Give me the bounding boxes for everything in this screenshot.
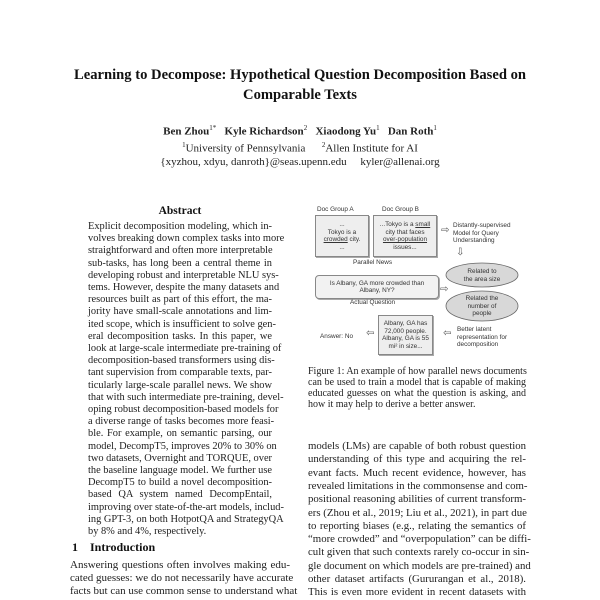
text-line: Explicit decomposition modeling, which in- — [88, 221, 272, 232]
text-line: by 8% and 4%, respectively. — [88, 526, 207, 537]
text-line: tant supervision from comparable texts, par- — [88, 367, 272, 379]
down-arrow-icon: ⇩ — [456, 247, 465, 258]
text-line: “more crowded” and “overpopulation” can be diffi- — [308, 533, 531, 546]
cloud-2-text: Related the number of people — [465, 295, 499, 317]
text-line: facts but can use common sense to understand what — [70, 585, 298, 598]
text-line: ticularly large-scale parallel news. We show — [88, 379, 272, 391]
text-line: ble. For example, on semantic parsing, our — [88, 428, 272, 440]
text-line: sub-tasks, has long been a central theme in — [88, 257, 272, 269]
author-name: Dan Roth — [387, 125, 434, 138]
text-line: cult given that such contexts rarely co-occur in sin- — [308, 546, 530, 559]
author-names: Ben Zhou$^{1*}$ Kyle Richardson$^2$ Xiaodong Yu$^1$ Dan Roth$^1$ — [163, 124, 437, 138]
text-line: This is even more evident in recent datasets with — [308, 586, 526, 599]
answer-doc-box: Albany, GA has 72,000 people. Albany, GA is 55 mi² in size... — [378, 315, 433, 355]
doc-a-box: ... Tokyo is a crowded city. ... — [315, 215, 369, 257]
author-name: Kyle Richardson — [224, 125, 304, 138]
text-line: tems. However, despite the many datasets and — [88, 282, 280, 293]
figure-1 — [300, 200, 540, 360]
text-line: oping robust decomposition-based models for — [88, 404, 279, 415]
text-line: evant facts. Much recent evidence, however, has — [308, 466, 526, 479]
cloud-1-text: Related to the area size — [463, 268, 501, 283]
latent-label: Better latent representation for decomposition — [457, 326, 508, 348]
text-line: models (LMs) are capable of both robust question — [308, 440, 526, 452]
doc-group-b-label: Doc Group B — [382, 206, 419, 213]
author-block — [40, 122, 560, 170]
text-line: the baseline language model. We further use — [88, 465, 272, 476]
text-line: model, DecompT5, improves 20% to 30% on — [88, 440, 277, 452]
left-arrow-icon: ⇦ — [366, 328, 375, 339]
answer-label: Answer: No — [320, 333, 354, 340]
text-line: eral decomposition tasks. In this paper, we — [88, 330, 272, 342]
text-line: understanding of this type and acquiring the rel- — [308, 453, 526, 466]
left-arrow-icon: ⇦ — [443, 328, 452, 339]
text-line: straightforward and often more interpretable — [88, 245, 273, 257]
author-name: Xiaodong Yu — [315, 125, 377, 138]
text-line: Answering questions often involves making edu- — [70, 559, 290, 571]
parallel-news-label: Parallel News — [353, 259, 393, 266]
model-label: Distantly-supervised Model for Query Understanding — [453, 222, 511, 244]
question-box: Is Albany, GA more crowded than Albany, NY? — [315, 275, 439, 299]
text-line: that with such intermediate pre-training, devel- — [88, 391, 284, 403]
right-arrow-icon: ⇨ — [440, 284, 449, 295]
right-arrow-icon: ⇨ — [441, 225, 450, 236]
text-line: gle document on which models are pre-trained) and — [308, 559, 531, 572]
text-line: improving over state-of-the-art models, includ- — [88, 501, 284, 513]
actual-question-label: Actual Question — [350, 299, 396, 306]
text-line: DecompT5 to build a novel decomposition- — [88, 477, 272, 489]
text-line: jority have small-scale annotations and lim- — [88, 306, 272, 318]
affiliations: $^1$University of Pennsylvania $^2$Allen Institute for AI — [182, 141, 418, 155]
emails: {xyzhou, xdyu, danroth}@seas.upenn.edu kyler@allenai.org — [160, 156, 440, 169]
section-heading: Introduction — [90, 540, 156, 554]
text-line: positional reasoning abilities of current transform- — [308, 493, 526, 506]
text-line: can be used to train a model that is capable of making — [308, 377, 526, 388]
doc-group-a-label: Doc Group A — [317, 206, 354, 213]
text-line: resources built as part of this effort, the ma- — [88, 294, 272, 306]
text-line: ited scope, which is insufficient to solve gen- — [88, 318, 276, 330]
text-line: other dataset artifacts (Gururangan et al., 2018). — [308, 573, 526, 585]
text-line: decomposition-based transformers using dis- — [88, 355, 275, 367]
text-line: how it may help to derive a better answer. — [308, 399, 476, 410]
author-name: Ben Zhou — [163, 125, 210, 138]
section-number: 1 — [72, 540, 78, 554]
doc-b-box: ...Tokyo is a small city that faces over-population issues... — [373, 215, 437, 257]
text-line: two datasets, Overnight and TORQUE, over — [88, 452, 273, 464]
text-line: ers (Zhou et al., 2019; Liu et al., 2021), in part due — [308, 506, 527, 519]
text-line: developing robust and interpretable NLU sys- — [88, 269, 279, 281]
abstract-heading: Abstract — [158, 205, 202, 217]
text-line: a diverse range of tasks becomes more feasi- — [88, 416, 275, 428]
text-line: revealed limitations in the commonsense and com- — [308, 479, 528, 492]
text-line: based QA system named DecompEntail, — [88, 489, 272, 501]
text-line: educated guesses on what the question is asking, and — [308, 388, 526, 399]
text-line: Figure 1: An example of how parallel news documents — [308, 366, 527, 377]
paper-title: Learning to Decompose: Hypothetical Question Decomposition Based on Comparable Texts — [74, 67, 526, 103]
text-line: volves breaking down complex tasks into more — [88, 233, 285, 245]
text-line: ing GPT-3, on both HotpotQA and StrategyQA — [88, 513, 284, 525]
text-line: look at large-scale intermediate pre-training of — [88, 343, 282, 354]
text-line: cated guesses: we do not necessarily have accurate — [70, 572, 294, 585]
text-line: to reporting biases (e.g., relating the semantics of — [308, 519, 526, 532]
